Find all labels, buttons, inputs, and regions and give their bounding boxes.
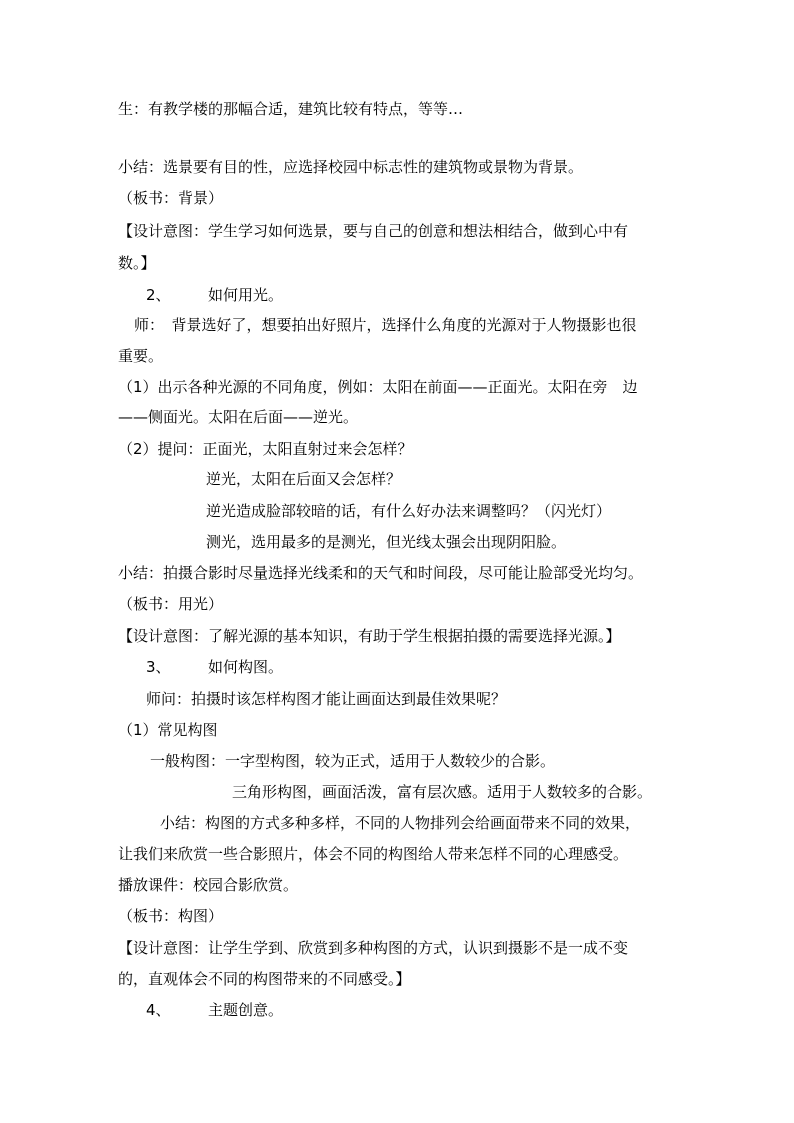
- text-line: （板书：用光）: [118, 595, 224, 613]
- text-line: 生：有教学楼的那幅合适，建筑比较有特点，等等…: [118, 100, 464, 118]
- text-line: ——侧面光。太阳在后面——逆光。: [118, 408, 359, 426]
- text-line: 【设计意图：了解光源的基本知识，有助于学生根据拍摄的需要选择光源。】: [118, 627, 621, 645]
- text-line: 小结：拍摄合影时尽量选择光线柔和的天气和时间段，尽可能让脸部受光均匀。: [118, 564, 644, 582]
- text-line: 播放课件：校园合影欣赏。: [118, 876, 299, 894]
- text-line: 逆光，太阳在后面又会怎样？: [206, 470, 402, 488]
- text-line: 小结：选景要有目的性，应选择校园中标志性的建筑物或景物为背景。: [118, 158, 584, 176]
- text-line: 师： 背景选好了，想要拍出好照片，选择什么角度的光源对于人物摄影也很: [134, 316, 637, 334]
- text-line: 师问：拍摄时该怎样构图才能让画面达到最佳效果呢？: [146, 690, 507, 708]
- text-line: （板书：构图）: [118, 907, 224, 925]
- text-line: 让我们来欣赏一些合影照片，体会不同的构图给人带来怎样不同的心理感受。: [118, 845, 629, 863]
- text-line: 逆光造成脸部较暗的话，有什么好办法来调整吗？（闪光灯）: [206, 502, 612, 520]
- text-line: 小结：构图的方式多种多样，不同的人物排列会给画面带来不同的效果，: [160, 814, 641, 832]
- text-line: （1）常见构图: [118, 721, 218, 739]
- text-line: 3、 如何构图。: [146, 658, 284, 676]
- text-line: 一般构图：一字型构图，较为正式，适用于人数较少的合影。: [150, 752, 556, 770]
- text-line: 的，直观体会不同的构图带来的不同感受。】: [118, 970, 411, 988]
- text-line: 2、 如何用光。: [146, 286, 284, 304]
- text-line: 4、 主题创意。: [146, 1001, 284, 1019]
- text-line: 数。】: [118, 254, 156, 272]
- text-line: （板书：背景）: [118, 189, 224, 207]
- text-line: 【设计意图：学生学习如何选景，要与自己的创意和想法相结合，做到心中有: [118, 222, 629, 240]
- text-line: 三角形构图，画面活泼，富有层次感。适用于人数较多的合影。: [232, 783, 653, 801]
- text-line: 【设计意图：让学生学到、欣赏到多种构图的方式，认识到摄影不是一成不变: [118, 939, 629, 957]
- text-line: 重要。: [118, 347, 164, 365]
- text-line: （1）出示各种光源的不同角度，例如：太阳在前面——正面光。太阳在旁 边: [118, 378, 638, 396]
- text-line: （2）提问：正面光，太阳直射过来会怎样？: [118, 440, 413, 458]
- text-line: 测光，选用最多的是测光，但光线太强会出现阴阳脸。: [206, 533, 567, 551]
